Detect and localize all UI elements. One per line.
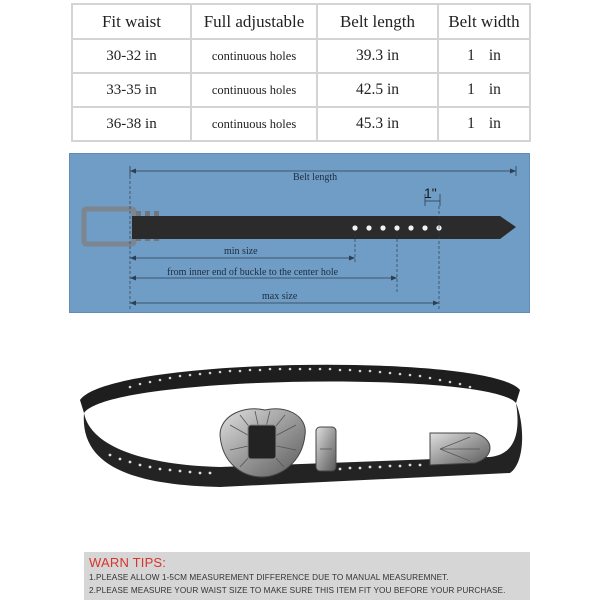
belt-width-unit: in (488, 81, 501, 98)
belt-length-unit: in (386, 81, 400, 98)
warn-tips-box (84, 552, 530, 600)
max-size-label: max size (262, 291, 298, 302)
table-row (72, 73, 530, 107)
table-row (72, 39, 530, 73)
belt-length-cell (317, 107, 438, 141)
warn-tips-title: WARN TIPS: (89, 555, 167, 570)
header-belt-length: Belt length (317, 4, 438, 39)
belt-length-value: 45.3 (355, 115, 384, 132)
belt-length-label: Belt length (293, 172, 338, 183)
belt-measurement-diagram (69, 153, 530, 313)
warn-tip-line: 2.PLEASE MEASURE YOUR WAIST SIZE TO MAKE SURE THIS ITEM FIT YOU BEFORE YOUR PURCHASE. (89, 586, 506, 595)
header-fit-waist: Fit waist (72, 4, 191, 39)
belt-product-photo (70, 345, 530, 525)
belt-width-value: 1 (467, 47, 475, 64)
hole-spacing-label: 1" (424, 185, 437, 201)
keeper-icon (316, 427, 336, 471)
header-full-adjustable: Full adjustable (191, 4, 317, 39)
center-hole-label: from inner end of buckle to the center hole (167, 267, 339, 278)
belt-tip-icon (430, 433, 490, 465)
western-belt-image (70, 345, 530, 525)
min-size-label: min size (224, 246, 258, 257)
belt-length-cell (317, 39, 438, 73)
warn-tip-line: 1.PLEASE ALLOW 1-5CM MEASUREMENT DIFFERENCE DUE TO MANUAL MEASUREMNET. (89, 573, 449, 582)
guide-lines (130, 176, 439, 310)
belt-length-unit: in (386, 115, 400, 132)
header-belt-width: Belt width (438, 4, 530, 39)
size-table (71, 3, 531, 142)
belt-width-unit: in (488, 115, 501, 132)
fit-waist-cell: 30-32 in (72, 39, 191, 73)
belt-width-value: 1 (467, 115, 475, 132)
adjustable-cell: continuous holes (191, 73, 317, 107)
fit-waist-cell: 36-38 in (72, 107, 191, 141)
belt-width-cell (438, 73, 530, 107)
fit-waist-cell: 33-35 in (72, 73, 191, 107)
belt-length-value: 42.5 (355, 81, 384, 98)
belt-length-cell (317, 73, 438, 107)
belt-strap-icon (132, 216, 516, 239)
adjustable-cell: continuous holes (191, 107, 317, 141)
belt-width-cell (438, 39, 530, 73)
adjustable-cell: continuous holes (191, 39, 317, 73)
belt-length-value: 39.3 (355, 47, 384, 64)
belt-width-cell (438, 107, 530, 141)
belt-length-unit: in (386, 47, 400, 64)
belt-width-value: 1 (467, 81, 475, 98)
belt-width-unit: in (488, 47, 501, 64)
table-row (72, 107, 530, 141)
table-header-row (72, 4, 530, 39)
